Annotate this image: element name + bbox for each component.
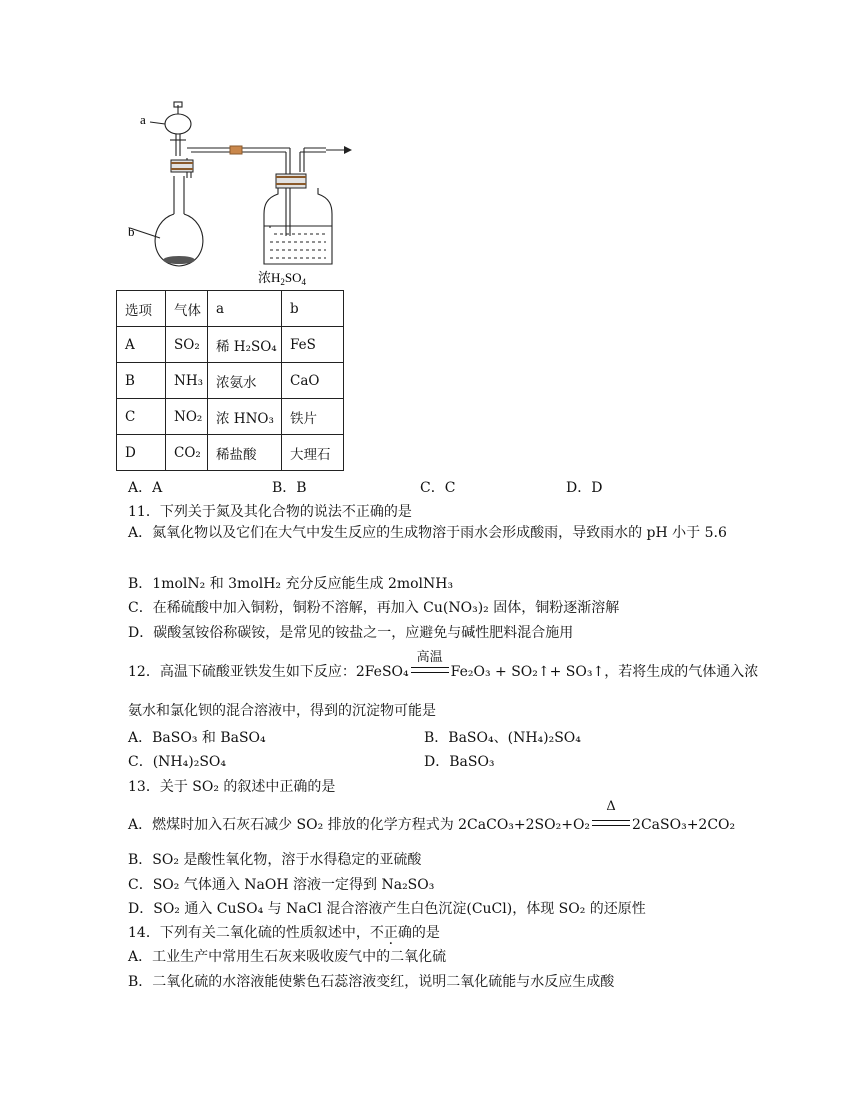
flask-stopper <box>171 160 193 172</box>
table-cell: 浓氨水 <box>208 363 282 399</box>
q10-choice-a: A．A <box>128 480 163 496</box>
table-header-cell: 选项 <box>117 291 166 327</box>
q14-stem-suffix: 的是 <box>411 925 440 941</box>
q13-option-a <box>128 799 736 834</box>
table-header-cell: a <box>208 291 282 327</box>
q14-option-b: B．二氧化硫的水溶液能使紫色石蕊溶液变红，说明二氧化硫能与水反应生成酸 <box>128 974 615 990</box>
q10-choice-d: D．D <box>566 480 603 496</box>
q14-stem <box>128 922 440 942</box>
q10-choice-b: B．B <box>272 480 307 496</box>
table-cell: B <box>117 363 166 399</box>
table-cell: 铁片 <box>282 399 344 435</box>
q12-stem-line2: 氨水和氯化钡的混合溶液中，得到的沉淀物可能是 <box>128 703 436 719</box>
q12-option-b: B．BaSO₄、(NH₄)₂SO₄ <box>424 730 581 746</box>
separatory-funnel <box>165 114 191 134</box>
q12-stem <box>128 650 759 681</box>
q12-option-c: C．(NH₄)₂SO₄ <box>128 754 226 770</box>
q14-option-a: A．工业生产中常用生石灰来吸收废气中的二氧化硫 <box>128 949 447 965</box>
q12-option-a: A．BaSO₃ 和 BaSO₄ <box>128 730 266 746</box>
options-table <box>116 290 344 471</box>
gas-outlet-arrow <box>344 146 352 154</box>
q12-stem-before: 12．高温下硫酸亚铁发生如下反应：2FeSO₄ <box>128 664 409 680</box>
q14-stem-prefix: 14．下列有关二氧化硫的性质叙述中， <box>128 925 370 941</box>
table-cell: SO₂ <box>166 327 208 363</box>
table-row <box>117 363 344 399</box>
reaction-condition <box>411 650 449 680</box>
condition-label: Δ <box>606 799 616 814</box>
table-header-cell: 气体 <box>166 291 208 327</box>
q12-option-d: D．BaSO₃ <box>424 754 495 770</box>
q11-option-a: A．氮氧化物以及它们在大气中发生反应的生成物溶于雨水会形成酸雨，导致雨水的 pH 小于 5.6 <box>128 525 727 541</box>
condition-label: 高温 <box>416 650 443 665</box>
q13-stem: 13．关于 SO₂ 的叙述中正确的是 <box>128 779 336 795</box>
q11-option-d: D．碳酸氢铵俗称碳铵，是常见的铵盐之一，应避免与碱性肥料混合施用 <box>128 625 574 641</box>
bottle-label: 浓$H_2SO_4$ <box>258 270 307 287</box>
q13-option-d: D．SO₂ 通入 CuSO₄ 与 NaCl 混合溶液产生白色沉淀(CuCl)，体现 SO₂ 的还原性 <box>128 901 646 917</box>
q13-option-a-before: A．燃煤时加入石灰石减少 SO₂ 排放的化学方程式为 2CaCO₃+2SO₂+O₂ <box>128 817 591 833</box>
reaction-condition <box>592 799 630 833</box>
table-cell: NH₃ <box>166 363 208 399</box>
q11-option-c: C．在稀硫酸中加入铜粉，铜粉不溶解，再加入 Cu(NO₃)₂ 固体，铜粉逐渐溶解 <box>128 600 620 616</box>
table-header-row <box>117 291 344 327</box>
table-cell: A <box>117 327 166 363</box>
table-cell: NO₂ <box>166 399 208 435</box>
label-b: b <box>128 224 135 239</box>
q13-option-c: C．SO₂ 气体通入 NaOH 溶液一定得到 Na₂SO₃ <box>128 877 435 893</box>
q12-stem-after: Fe₂O₃ + SO₂↑+ SO₃↑，若将生成的气体通入浓 <box>450 664 759 680</box>
table-cell: 稀盐酸 <box>208 435 282 471</box>
table-row <box>117 435 344 471</box>
q11-option-b: B．1molN₂ 和 3molH₂ 充分反应能生成 2molNH₃ <box>128 576 454 592</box>
q10-choice-c: C．C <box>420 480 456 496</box>
table-header-cell: b <box>282 291 344 327</box>
q11-stem: 11．下列关于氮及其化合物的说法不正确的是 <box>128 504 412 520</box>
table-cell: 稀 H₂SO₄ <box>208 327 282 363</box>
label-a: a <box>140 112 146 127</box>
table-cell: D <box>117 435 166 471</box>
table-row <box>117 327 344 363</box>
q13-option-a-after: 2CaSO₃+2CO₂ <box>632 817 736 833</box>
table-cell: CO₂ <box>166 435 208 471</box>
equals-sign <box>411 667 449 673</box>
q14-stem-emphasis: 不正确 <box>369 925 412 941</box>
table-cell: 浓 HNO₃ <box>208 399 282 435</box>
apparatus-figure <box>130 96 360 288</box>
table-cell: 大理石 <box>282 435 344 471</box>
table-cell: FeS <box>282 327 344 363</box>
table-cell: CaO <box>282 363 344 399</box>
table-cell: C <box>117 399 166 435</box>
equals-sign <box>592 820 630 826</box>
q13-option-b: B．SO₂ 是酸性氧化物，溶于水得稳定的亚硫酸 <box>128 852 422 868</box>
table-row <box>117 399 344 435</box>
